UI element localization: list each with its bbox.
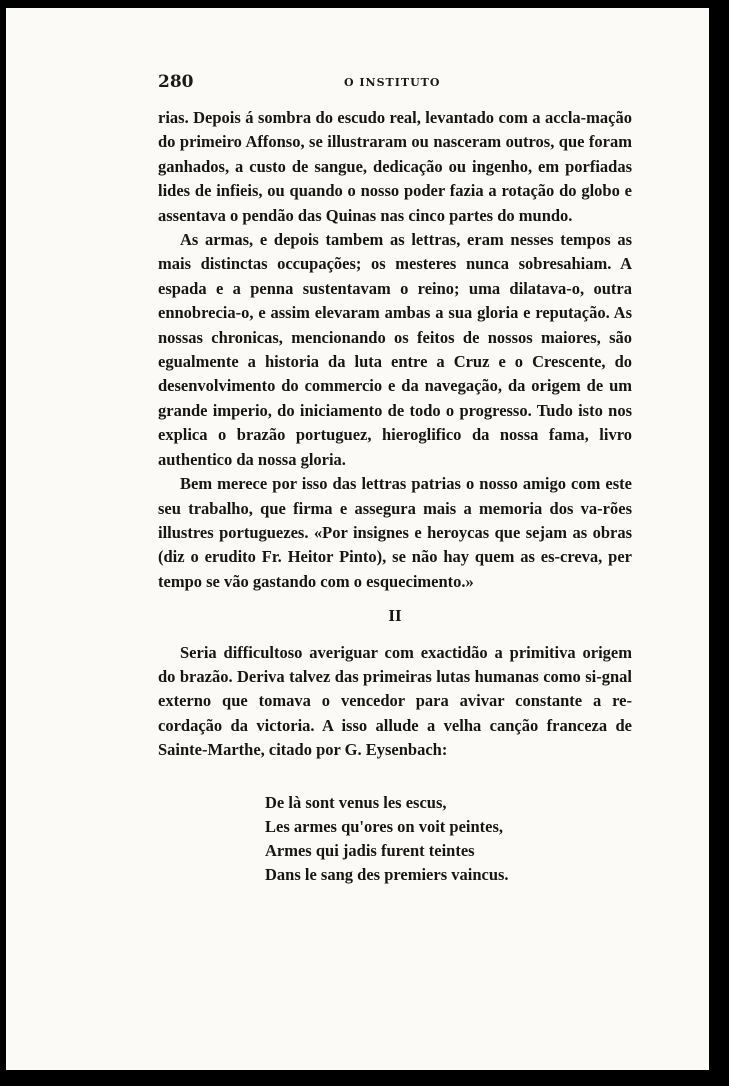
paragraph-2: As armas, e depois tambem as lettras, eram nesses tempos as mais distinctas occupações; os mesteres nunca sobresahiam. A espada e a penna sustentavam o reino; uma dilatava-o, outra ennobrecia-o, e assim elevaram ambas a sua gloria e reputação. As nossas chronicas, mencionando os feitos de nossos maiores, são egualmente a historia da luta entre a Cruz e o Crescente, do desenvolvimento do commercio e da navegação, da origem de um grande imperio, do iniciamento de todo o progresso. Tudo isto nos explica o brazão portuguez, hieroglifico da nossa fama, livro authentico da nossa gloria. — [158, 230, 632, 469]
page-number: 280 — [158, 72, 194, 92]
poem-line-1: De là sont venus les escus, — [265, 792, 447, 812]
paragraph-3: Bem merece por isso das lettras patrias o nosso amigo com este seu trabalho, que firma e assegura mais a memoria dos va-rões illustres portuguezes. «Por insignes e heroycas que sejam as obras (diz o erudito Fr. Heitor Pinto), se não hay quem as es-creva, per tempo se vão gastando com o esquecimento.» — [158, 474, 632, 591]
paragraph-1: rias. Depois á sombra do escudo real, levantado com a accla-mação do primeiro Affonso, se illustraram ou nasceram outros, que foram ganhados, a custo de sangue, dedicação ou ingenho, em porfiadas lides de infieis, ou quando o nosso poder fazia a rotação do globo e assentava o pendão das Quinas nas cinco partes do mundo. — [158, 108, 632, 225]
running-title: O INSTITUTO — [344, 76, 441, 89]
section-paragraph: Seria difficultoso averiguar com exactidão a primitiva origem do brazão. Deriva talvez das primeiras lutas humanas como si-gnal externo que tomava o vencedor para avivar constante a re-cordação da victoria. A isso allude a velha canção franceza de Sainte-Marthe, citado por G. Eysenbach: — [158, 642, 632, 760]
body-text — [158, 106, 632, 887]
section-heading: II — [388, 606, 402, 626]
book-page — [6, 8, 709, 1070]
poem-line-3: Armes qui jadis furent teintes — [265, 840, 475, 860]
poem-quote — [265, 791, 632, 887]
poem-line-4: Dans le sang des premiers vaincus. — [265, 864, 509, 884]
poem-line-2: Les armes qu'ores on voit peintes, — [265, 816, 504, 836]
page-header — [158, 72, 632, 94]
